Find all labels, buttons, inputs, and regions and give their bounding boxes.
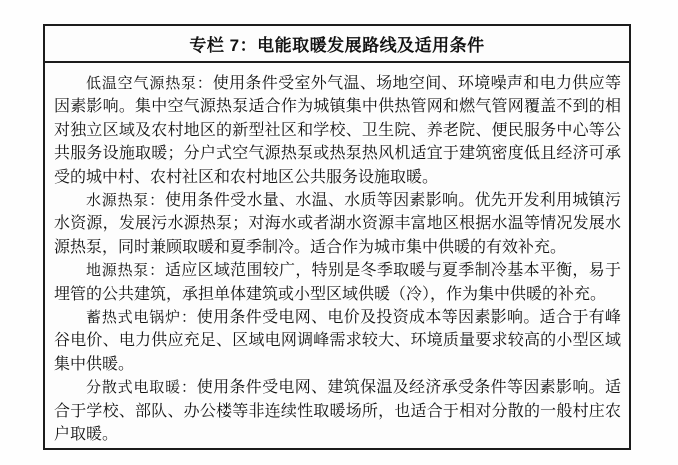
term-water-source-heat-pump: 水源热泵： <box>86 191 165 210</box>
box-title: 专栏 7：电能取暖发展路线及适用条件 <box>189 36 485 55</box>
paragraph-low-temp-air-source-heat-pump <box>54 72 621 189</box>
box-title-row <box>45 26 629 63</box>
term-ground-source-heat-pump: 地源热泵： <box>86 261 165 280</box>
paragraph-water-source-heat-pump <box>54 189 621 259</box>
paragraph-heat-storage-electric-boiler <box>54 306 621 376</box>
paragraph-text: 使用条件受电网、建筑保温及经济承受条件等因素影响。适合于学校、部队、办公楼等非连续性取暖场所，也适合于相对分散的一般村庄农户取暖。 <box>54 379 621 444</box>
paragraph-text: 使用条件受水量、水温、水质等因素影响。优先开发利用城镇污水资源，发展污水源热泵；对海水或者湖水资源丰富地区根据水温等情况发展水源热泵，同时兼顾取暖和夏季制冷。适合作为城市集中供暖的有效补充。 <box>54 192 621 256</box>
term-low-temp-air-source-heat-pump: 低温空气源热泵： <box>86 74 213 92</box>
term-distributed-electric-heating: 分散式电取暖： <box>86 378 197 397</box>
paragraph-text: 适应区域范围较广，特别是冬季取暖与夏季制冷基本平衡，易于埋管的公共建筑，承担单体建筑或小型区域供暖（冷），作为集中供暖的补充。 <box>54 262 621 303</box>
term-heat-storage-electric-boiler: 蓄热式电锅炉： <box>86 308 197 327</box>
paragraph-distributed-electric-heating <box>54 376 621 446</box>
paragraph-text: 使用条件受室外气温、场地空间、环境噪声和电力供应等因素影响。集中空气源热泵适合作为城镇集中供热管网和燃气管网覆盖不到的相对独立区域及农村地区的新型社区和学校、卫生院、养老院、便民服务中心等公共服务设施取暖；分户式空气源热泵或热泵热风机适宜于建筑密度低且经济可承受的城中村、农村社区和农村地区公共服务设施取暖。 <box>54 75 621 186</box>
paragraph-text: 使用条件受电网、电价及投资成本等因素影响。适合于有峰谷电价、电力供应充足、区域电网调峰需求较大、环境质量要求较高的小型区域集中供暖。 <box>54 309 621 373</box>
paragraph-ground-source-heat-pump <box>54 259 621 306</box>
column-7-box <box>43 24 631 450</box>
box-body <box>45 63 629 447</box>
